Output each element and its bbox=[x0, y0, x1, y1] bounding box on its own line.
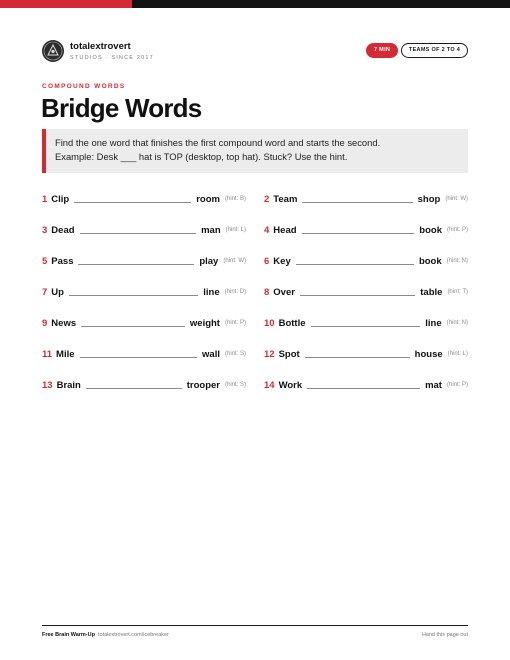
puzzle-second-word: book bbox=[419, 224, 442, 236]
puzzle-number: 5 bbox=[42, 255, 48, 267]
puzzle-number: 12 bbox=[264, 348, 275, 360]
answer-blank[interactable] bbox=[78, 257, 194, 265]
footer-note: Hand this page out bbox=[421, 632, 468, 638]
section-kicker: COMPOUND WORDS bbox=[42, 83, 126, 90]
puzzle-second-word: trooper bbox=[186, 379, 220, 391]
puzzle-row bbox=[42, 254, 246, 268]
puzzle-first-word: Work bbox=[278, 379, 303, 391]
puzzle-second-word: shop bbox=[417, 193, 441, 205]
puzzle-hint: (hint: W) bbox=[223, 258, 246, 264]
puzzle-row bbox=[42, 316, 246, 330]
puzzle-number: 7 bbox=[42, 286, 48, 298]
puzzle-hint: (hint: L) bbox=[447, 351, 468, 357]
instructions-line-1: Find the one word that finishes the first compound word and starts the second. bbox=[55, 137, 381, 148]
puzzle-second-word: weight bbox=[189, 317, 220, 329]
puzzle-row bbox=[264, 254, 468, 268]
instructions-line-2: Example: Desk ___ hat is TOP (desktop, top hat). Stuck? Use the hint. bbox=[55, 151, 348, 162]
footer-url: totalextrovert.com/icebreaker bbox=[97, 632, 169, 638]
puzzle-number: 9 bbox=[42, 317, 48, 329]
answer-blank[interactable] bbox=[80, 226, 197, 234]
time-badge: 7 MIN bbox=[366, 43, 398, 58]
puzzle-second-word: room bbox=[196, 193, 220, 205]
puzzle-row bbox=[264, 285, 468, 299]
puzzle-row bbox=[42, 285, 246, 299]
answer-blank[interactable] bbox=[311, 319, 421, 327]
page-title: Bridge Words bbox=[41, 93, 202, 123]
puzzle-number: 2 bbox=[264, 193, 270, 205]
brand-logo-icon bbox=[42, 40, 64, 62]
puzzle-row bbox=[264, 192, 468, 206]
answer-blank[interactable] bbox=[302, 195, 412, 203]
puzzle-first-word: Over bbox=[273, 286, 295, 298]
puzzle-first-word: Brain bbox=[56, 379, 81, 391]
answer-blank[interactable] bbox=[80, 350, 198, 358]
puzzle-first-word: Pass bbox=[51, 255, 74, 267]
puzzle-first-word: Head bbox=[273, 224, 297, 236]
puzzle-row bbox=[42, 347, 246, 361]
puzzle-second-word: mat bbox=[425, 379, 442, 391]
puzzle-hint: (hint: T) bbox=[447, 289, 468, 295]
puzzle-first-word: Up bbox=[51, 286, 64, 298]
answer-blank[interactable] bbox=[307, 381, 420, 389]
puzzle-hint: (hint: N) bbox=[446, 320, 468, 326]
puzzle-hint: (hint: P) bbox=[446, 382, 468, 388]
puzzle-hint: (hint: S) bbox=[224, 351, 246, 357]
footer-divider bbox=[42, 625, 468, 626]
puzzle-first-word: Dead bbox=[51, 224, 75, 236]
puzzle-number: 13 bbox=[42, 379, 53, 391]
puzzle-hint: (hint: D) bbox=[224, 289, 246, 295]
answer-blank[interactable] bbox=[81, 319, 185, 327]
puzzle-row bbox=[264, 347, 468, 361]
puzzle-first-word: Team bbox=[273, 193, 298, 205]
puzzle-row bbox=[42, 378, 246, 392]
brand-name: totalextrovert bbox=[70, 40, 131, 52]
puzzle-row bbox=[264, 316, 468, 330]
puzzle-second-word: man bbox=[201, 224, 221, 236]
puzzle-row bbox=[42, 192, 246, 206]
puzzle-number: 11 bbox=[42, 348, 53, 360]
puzzle-second-word: line bbox=[203, 286, 220, 298]
puzzle-number: 4 bbox=[264, 224, 270, 236]
puzzle-second-word: book bbox=[418, 255, 442, 267]
puzzle-number: 10 bbox=[264, 317, 275, 329]
answer-blank[interactable] bbox=[300, 288, 415, 296]
brand-tagline: STUDIOS · SINCE 2017 bbox=[70, 54, 154, 61]
puzzle-hint: (hint: W) bbox=[445, 196, 468, 202]
answer-blank[interactable] bbox=[74, 195, 191, 203]
puzzle-hint: (hint: B) bbox=[224, 196, 246, 202]
puzzle-hint: (hint: S) bbox=[224, 382, 246, 388]
puzzle-first-word: Key bbox=[273, 255, 291, 267]
top-accent-red bbox=[0, 0, 132, 8]
puzzle-row bbox=[264, 378, 468, 392]
puzzle-number: 14 bbox=[264, 379, 275, 391]
puzzle-second-word: line bbox=[425, 317, 442, 329]
puzzle-second-word: wall bbox=[202, 348, 220, 360]
puzzle-row bbox=[42, 223, 246, 237]
answer-blank[interactable] bbox=[302, 226, 415, 234]
puzzle-number: 1 bbox=[42, 193, 48, 205]
answer-blank[interactable] bbox=[305, 350, 410, 358]
teams-badge: TEAMS OF 2 TO 4 bbox=[401, 43, 468, 58]
puzzle-number: 8 bbox=[264, 286, 270, 298]
top-accent-bar bbox=[0, 0, 510, 8]
puzzle-hint: (hint: N) bbox=[446, 258, 468, 264]
puzzle-number: 3 bbox=[42, 224, 48, 236]
puzzle-row bbox=[264, 223, 468, 237]
puzzle-first-word: Bottle bbox=[278, 317, 306, 329]
footer-label: Free Brain Warm-Up bbox=[42, 632, 95, 638]
footer-credit bbox=[42, 632, 169, 638]
puzzle-hint: (hint: P) bbox=[446, 227, 468, 233]
brand bbox=[42, 40, 154, 62]
puzzle-number: 6 bbox=[264, 255, 270, 267]
puzzle-second-word: table bbox=[420, 286, 443, 298]
answer-blank[interactable] bbox=[86, 381, 182, 389]
puzzle-hint: (hint: P) bbox=[224, 320, 246, 326]
puzzle-second-word: house bbox=[414, 348, 443, 360]
puzzle-second-word: play bbox=[199, 255, 219, 267]
puzzle-first-word: Mile bbox=[56, 348, 75, 360]
answer-blank[interactable] bbox=[296, 257, 414, 265]
instructions-box bbox=[42, 129, 468, 173]
puzzle-first-word: Clip bbox=[51, 193, 70, 205]
puzzle-first-word: Spot bbox=[278, 348, 300, 360]
answer-blank[interactable] bbox=[69, 288, 198, 296]
puzzle-first-word: News bbox=[51, 317, 77, 329]
puzzle-hint: (hint: L) bbox=[225, 227, 246, 233]
